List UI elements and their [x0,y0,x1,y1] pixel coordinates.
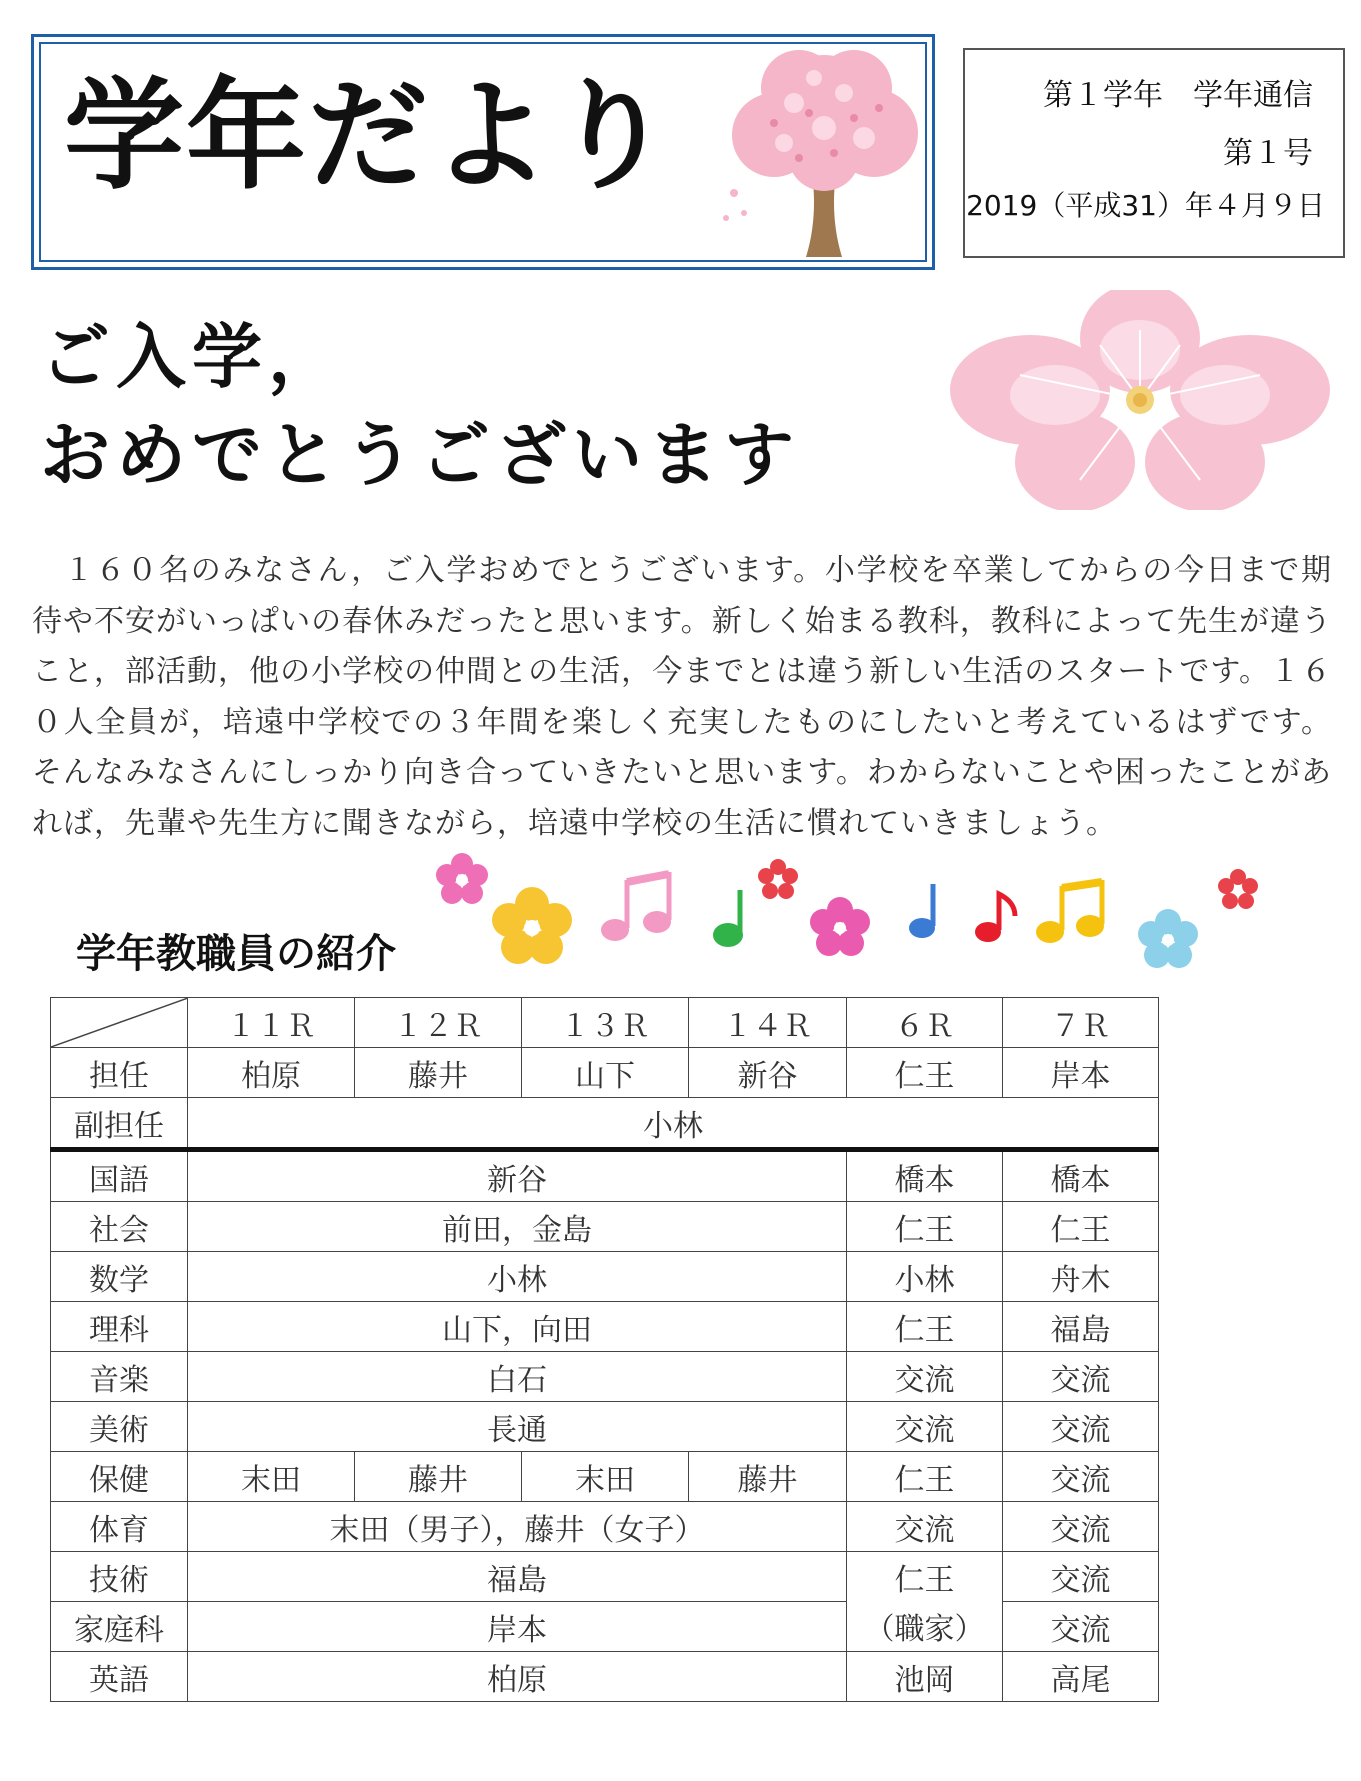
flowers-and-notes-decoration [420,850,1280,990]
headline-line-1: ご入学， [40,316,344,398]
intro-paragraph: １６０名のみなさん，ご入学おめでとうございます。小学校を卒業してからの今日まで期待や不安がいっぱいの春休みだったと思います。新しく始まる教科，教科によって先生が違うこと，部活動，他の小学校の仲間との生活，今までとは違う新しい生活のスタートです。１６０人全員が，培遠中学校での３年間を楽しく充実したものにしたいと考えているはずです。そんなみなさんにしっかり向き合っていきたいと思います。わからないことや困ったことがあれば，先輩や先生方に聞きながら，培遠中学校の生活に慣れていきましょう。 [32,553,1332,841]
blue-music-note-icon [909,884,935,938]
cherry-tree-icon [714,43,934,263]
teacher-6r: 交流 [847,1352,1003,1402]
table-row-shakai [51,1202,1159,1252]
yellow-flower-icon [492,887,572,964]
class-header-13r: １３Ｒ [522,998,689,1048]
teacher-7r: 交流 [1003,1502,1159,1552]
teacher-main: 前田，金島 [188,1202,847,1252]
subject-label: 保健 [51,1452,188,1502]
subject-label: 社会 [51,1202,188,1252]
diagonal-line [51,998,188,1047]
headline-line-2: おめでとうございます [40,414,800,496]
red-music-note-icon [975,894,1015,942]
magenta-flower-icon [810,897,870,956]
teacher-6r: 橋本 [847,1150,1003,1202]
teacher-main: 新谷 [188,1150,847,1202]
class-header-7r: ７Ｒ [1003,998,1159,1048]
homeroom-13r: 山下 [522,1048,689,1098]
homeroom-11r: 柏原 [188,1048,355,1098]
teacher-7r: 高尾 [1003,1652,1159,1702]
teacher-main: 山下，向田 [188,1302,847,1352]
teacher-7r: 福島 [1003,1302,1159,1352]
subject-label: 体育 [51,1502,188,1552]
teacher-11r: 末田 [188,1452,355,1502]
red-small-flower-icon [1218,869,1258,909]
teacher-main: 白石 [188,1352,847,1402]
red-flower-icon [758,859,798,899]
class-header-6r: ６Ｒ [847,998,1003,1048]
teacher-6r: 交流 [847,1502,1003,1552]
teacher-7r: 橋本 [1003,1150,1159,1202]
staff-section-heading: 学年教職員の紹介 [76,931,396,977]
grade-newsletter-label: 第１学年 学年通信 [1043,78,1313,113]
newsletter-title: 学年だより [64,67,674,206]
teacher-main: 岸本 [188,1602,847,1652]
light-blue-flower-icon [1138,909,1198,968]
homeroom-7r: 岸本 [1003,1048,1159,1098]
table-row-katei [51,1602,1159,1652]
teacher-6r: 仁王 [847,1302,1003,1352]
table-row-eigo [51,1652,1159,1702]
teacher-6r: 仁王 [847,1452,1003,1502]
row-label: 副担任 [51,1098,188,1150]
class-header-14r: １４Ｒ [689,998,847,1048]
class-header-11r: １１Ｒ [188,998,355,1048]
teacher-main: 末田（男子），藤井（女子） [188,1502,847,1552]
table-row-kokugo [51,1150,1159,1202]
table-row-hoken [51,1452,1159,1502]
table-row-sugaku [51,1252,1159,1302]
green-music-note-icon [713,890,743,947]
row-label: 担任 [51,1048,188,1098]
class-header-12r: １２Ｒ [355,998,522,1048]
teacher-14r: 藤井 [689,1452,847,1502]
teacher-13r: 末田 [522,1452,689,1502]
issue-number: 第１号 [1223,136,1313,171]
homeroom-14r: 新谷 [689,1048,847,1098]
table-row-bijutsu [51,1402,1159,1452]
subject-label: 数学 [51,1252,188,1302]
subject-label: 技術 [51,1552,188,1602]
subject-label: 美術 [51,1402,188,1452]
teacher-7r: 交流 [1003,1352,1159,1402]
teacher-12r: 藤井 [355,1452,522,1502]
table-row-ongaku [51,1352,1159,1402]
homeroom-12r: 藤井 [355,1048,522,1098]
subject-label: 音楽 [51,1352,188,1402]
teacher-main: 柏原 [188,1652,847,1702]
issue-date: 2019（平成31）年４月９日 [966,189,1325,222]
teacher-6r: 小林 [847,1252,1003,1302]
yellow-music-note-icon [1036,880,1104,943]
teacher-6r: 池岡 [847,1652,1003,1702]
subject-label: 家庭科 [51,1602,188,1652]
teacher-7r: 舟木 [1003,1252,1159,1302]
teacher-main: 福島 [188,1552,847,1602]
teacher-6r: 仁王 [847,1552,1003,1602]
teacher-6r: （職家） [847,1602,1003,1652]
teacher-6r: 仁王 [847,1202,1003,1252]
subject-label: 理科 [51,1302,188,1352]
teacher-main: 小林 [188,1252,847,1302]
table-corner-cell [51,998,188,1048]
teacher-main: 長通 [188,1402,847,1452]
homeroom-6r: 仁王 [847,1048,1003,1098]
teacher-7r: 仁王 [1003,1202,1159,1252]
pink-flower-icon [436,853,488,904]
teacher-7r: 交流 [1003,1552,1159,1602]
cherry-blossom-icon [950,290,1330,510]
title-box [31,34,935,270]
table-row-homeroom [51,1048,1159,1098]
staff-table [50,997,1159,1702]
teacher-7r: 交流 [1003,1452,1159,1502]
table-row-gijutsu [51,1552,1159,1602]
table-row-rika [51,1302,1159,1352]
subject-label: 英語 [51,1652,188,1702]
teacher-6r: 交流 [847,1402,1003,1452]
sub-homeroom-teacher: 小林 [188,1098,1159,1150]
teacher-7r: 交流 [1003,1402,1159,1452]
table-row-taiiku [51,1502,1159,1552]
subject-label: 国語 [51,1150,188,1202]
pink-music-note-icon [601,872,671,941]
teacher-7r: 交流 [1003,1602,1159,1652]
table-header-row [51,998,1159,1048]
issue-info-box [963,48,1345,258]
table-row-sub-homeroom [51,1098,1159,1150]
